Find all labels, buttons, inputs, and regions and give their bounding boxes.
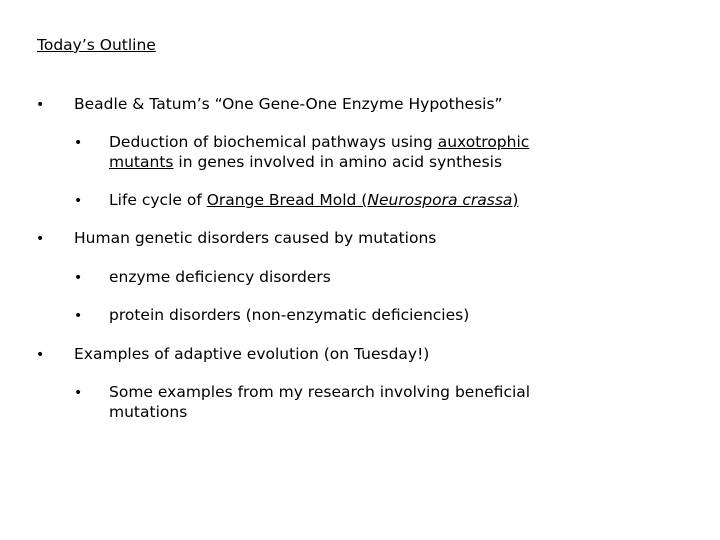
subitem-protein-disorders: protein disorders (non-enzymatic deficiencies) [109,306,470,324]
item-beadle-tatum: Beadle & Tatum’s “One Gene-One Enzyme Hypothesis” [74,95,503,113]
subitem-life-cycle [109,190,518,210]
subitem-deduction-text-2: in genes involved in amino acid synthesis [173,153,503,171]
subitem-research-examples-line1: Some examples from my research involving beneficial [109,383,531,401]
bullet-icon: • [74,135,83,151]
subitem-enzyme-deficiency: enzyme deficiency disorders [109,268,331,286]
subitem-deduction-line2 [109,152,502,172]
term-close-paren: ) [512,191,519,209]
subitem-research-examples-line2: mutations [109,403,188,421]
bullet-icon: • [36,231,45,247]
bullet-icon: • [74,193,83,209]
item-adaptive-evolution: Examples of adaptive evolution (on Tuesday!) [74,345,430,363]
subitem-life-cycle-text: Life cycle of [109,191,207,209]
bullet-icon: • [36,347,45,363]
item-human-genetic-disorders: Human genetic disorders caused by mutations [74,229,437,247]
bullet-icon: • [36,97,45,113]
page-title: Today’s Outline [37,36,156,54]
term-mutants: mutants [109,153,174,171]
term-neurospora-crassa: Neurospora crassa [367,191,513,209]
bullet-icon: • [74,270,83,286]
bullet-icon: • [74,308,83,324]
subitem-deduction-text: Deduction of biochemical pathways using [109,133,438,151]
term-orange-bread-mold: Orange Bread Mold ( [206,191,368,209]
term-auxotrophic: auxotrophic [437,133,530,151]
bullet-icon: • [74,385,83,401]
subitem-deduction-line1 [109,132,529,152]
